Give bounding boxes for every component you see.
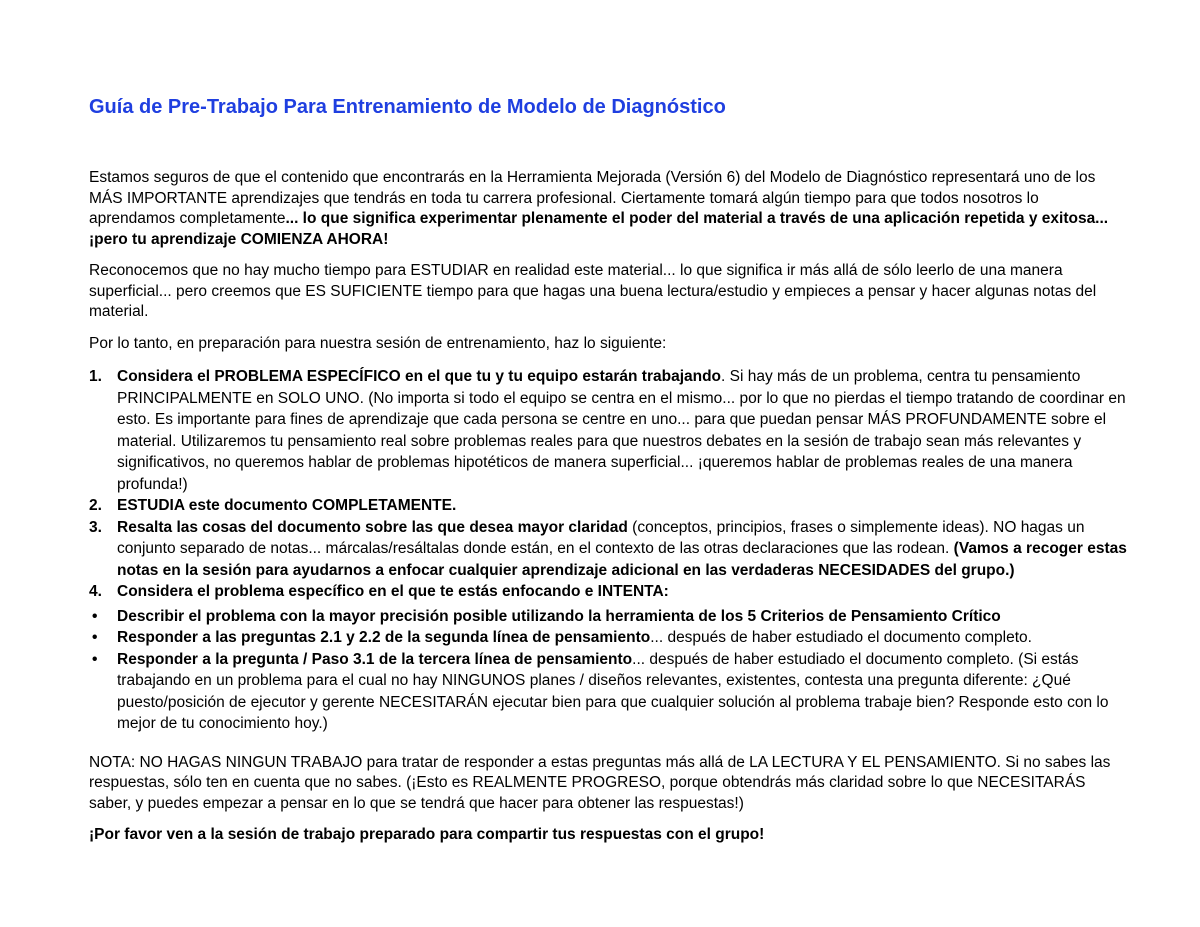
bullet-glyph: •	[92, 607, 98, 625]
note-paragraph: NOTA: NO HAGAS NINGUN TRABAJO para tratar de responder a estas preguntas más allá de LA LECTURA Y EL PENSAMIENTO. Si no sabes las respuestas, sólo ten en cuenta que no sabes. (¡Esto es REALMENTE PROGRESO, porque obtendrás más claridad sobre lo que NECESITARÁS saber, y puedes empezar a pensar en lo que se tendrá que hacer para obtener las respuestas!)	[89, 753, 1111, 812]
step-bold-text: ESTUDIA este documento COMPLETAMENTE.	[117, 497, 457, 514]
bullet-bold-text: Responder a las preguntas 2.1 y 2.2 de la segunda línea de pensamiento	[117, 629, 651, 646]
bullet-glyph: •	[92, 629, 98, 646]
step-number: 3.	[89, 518, 102, 536]
instructions-lead: Por lo tanto, en preparación para nuestra sesión de entrenamiento, haz lo siguiente:	[89, 334, 667, 352]
intro-paragraph	[89, 168, 1128, 250]
step-bold-text: Considera el PROBLEMA ESPECÍFICO en el que tu y tu equipo estarán trabajando	[117, 368, 722, 385]
bullet-text: ... después de haber estudiado el documento completo. (Si estás trabajando en un problema para el cual no hay NINGUNOS planes / diseños relevantes, existentes, contesta una pregunta diferente: ¿Qué puesto/posición de ejecutor y gerente NECESITARÁN ejecutar bien para que cualquier solución al problema trabaje bien? Responde esto con lo mejor de tu conocimiento hoy.)	[117, 650, 1109, 732]
bullet-glyph: •	[92, 650, 98, 668]
step-bold-note: (Vamos a recoger estas notas en la sesión para ayudarnos a enfocar cualquier aprendizaje adicional en las verdaderas NECESIDADES del grupo.)	[117, 540, 1127, 579]
closing-line	[89, 825, 1128, 846]
step-item-3	[89, 517, 1128, 582]
bullet-bold-text: Describir el problema con la mayor precisión posible utilizando la herramienta de los 5 Criterios de Pensamiento Crítico	[117, 607, 1001, 625]
step-number: 4.	[89, 583, 102, 600]
step-number: 2.	[89, 497, 102, 514]
document-title: Guía de Pre-Trabajo Para Entrenamiento de Modelo de Diagnóstico	[89, 96, 726, 118]
sub-bullet-list	[89, 606, 1128, 735]
step-bold-text: Considera el problema específico en el que te estás enfocando e INTENTA:	[117, 583, 669, 600]
closing-bold-text: ¡Por favor ven a la sesión de trabajo preparado para compartir tus respuestas con el grupo!	[89, 826, 765, 843]
step-bold-text: Resalta las cosas del documento sobre las que desea mayor claridad	[117, 518, 628, 536]
step-text: . Si hay más de un problema, centra tu pensamiento PRINCIPALMENTE en SOLO UNO. (No importa si todo el equipo se centra en el mismo... por lo que no pierdas el tiempo tratando de coordinar en esto. Es importante para fines de aprendizaje que cada persona se centre en uno... para que puedan pensar MÁS PROFUNDAMENTE sobre el material. Utilizaremos tu pensamiento real sobre problemas reales para que nuestros debates en la sesión de trabajo sean más relevantes y significativos, no queremos hablar de problemas hipotéticos de manera superficial... ¡queremos hablar de problemas reales de una manera profunda!)	[117, 368, 1126, 493]
intro-bold-text: ... lo que significa experimentar plenamente el poder del material a través de una aplicación repetida y exitosa... ¡pero tu aprendizaje COMIENZA AHORA!	[89, 210, 1109, 248]
time-paragraph: Reconocemos que no hay mucho tiempo para ESTUDIAR en realidad este material... lo que significa ir más allá de sólo leerlo de una manera superficial... pero creemos que ES SUFICIENTE tiempo para que hagas una buena lectura/estudio y empieces a pensar y hacer algunas notas del material.	[89, 262, 1097, 320]
step-number: 1.	[89, 368, 102, 385]
bullet-item-1	[89, 606, 1128, 628]
intro-text: Estamos seguros de que el contenido que encontrarás en la Herramienta Mejorada (Versión 6) del Modelo de Diagnóstico representará uno de los MÁS IMPORTANTE aprendizajes que tendrás en toda tu carrera profesional. Ciertamente tomará algún tiempo para que todos nosotros lo aprendamos completamente	[89, 169, 1096, 227]
step-item-4	[89, 581, 1128, 603]
steps-list	[89, 366, 1128, 603]
bullet-bold-text: Responder a la pregunta / Paso 3.1 de la tercera línea de pensamiento	[117, 650, 633, 668]
step-text: (conceptos, principios, frases o simplemente ideas). NO hagas un conjunto separado de notas... márcalas/resáltalas donde están, en el contexto de las otras declaraciones que las rodean.	[117, 518, 1085, 557]
step-item-2	[89, 495, 1128, 517]
step-item-1	[89, 366, 1128, 495]
bullet-item-3	[89, 649, 1128, 735]
bullet-item-2	[89, 627, 1128, 649]
bullet-text: ... después de haber estudiado el documento completo.	[650, 629, 1032, 646]
